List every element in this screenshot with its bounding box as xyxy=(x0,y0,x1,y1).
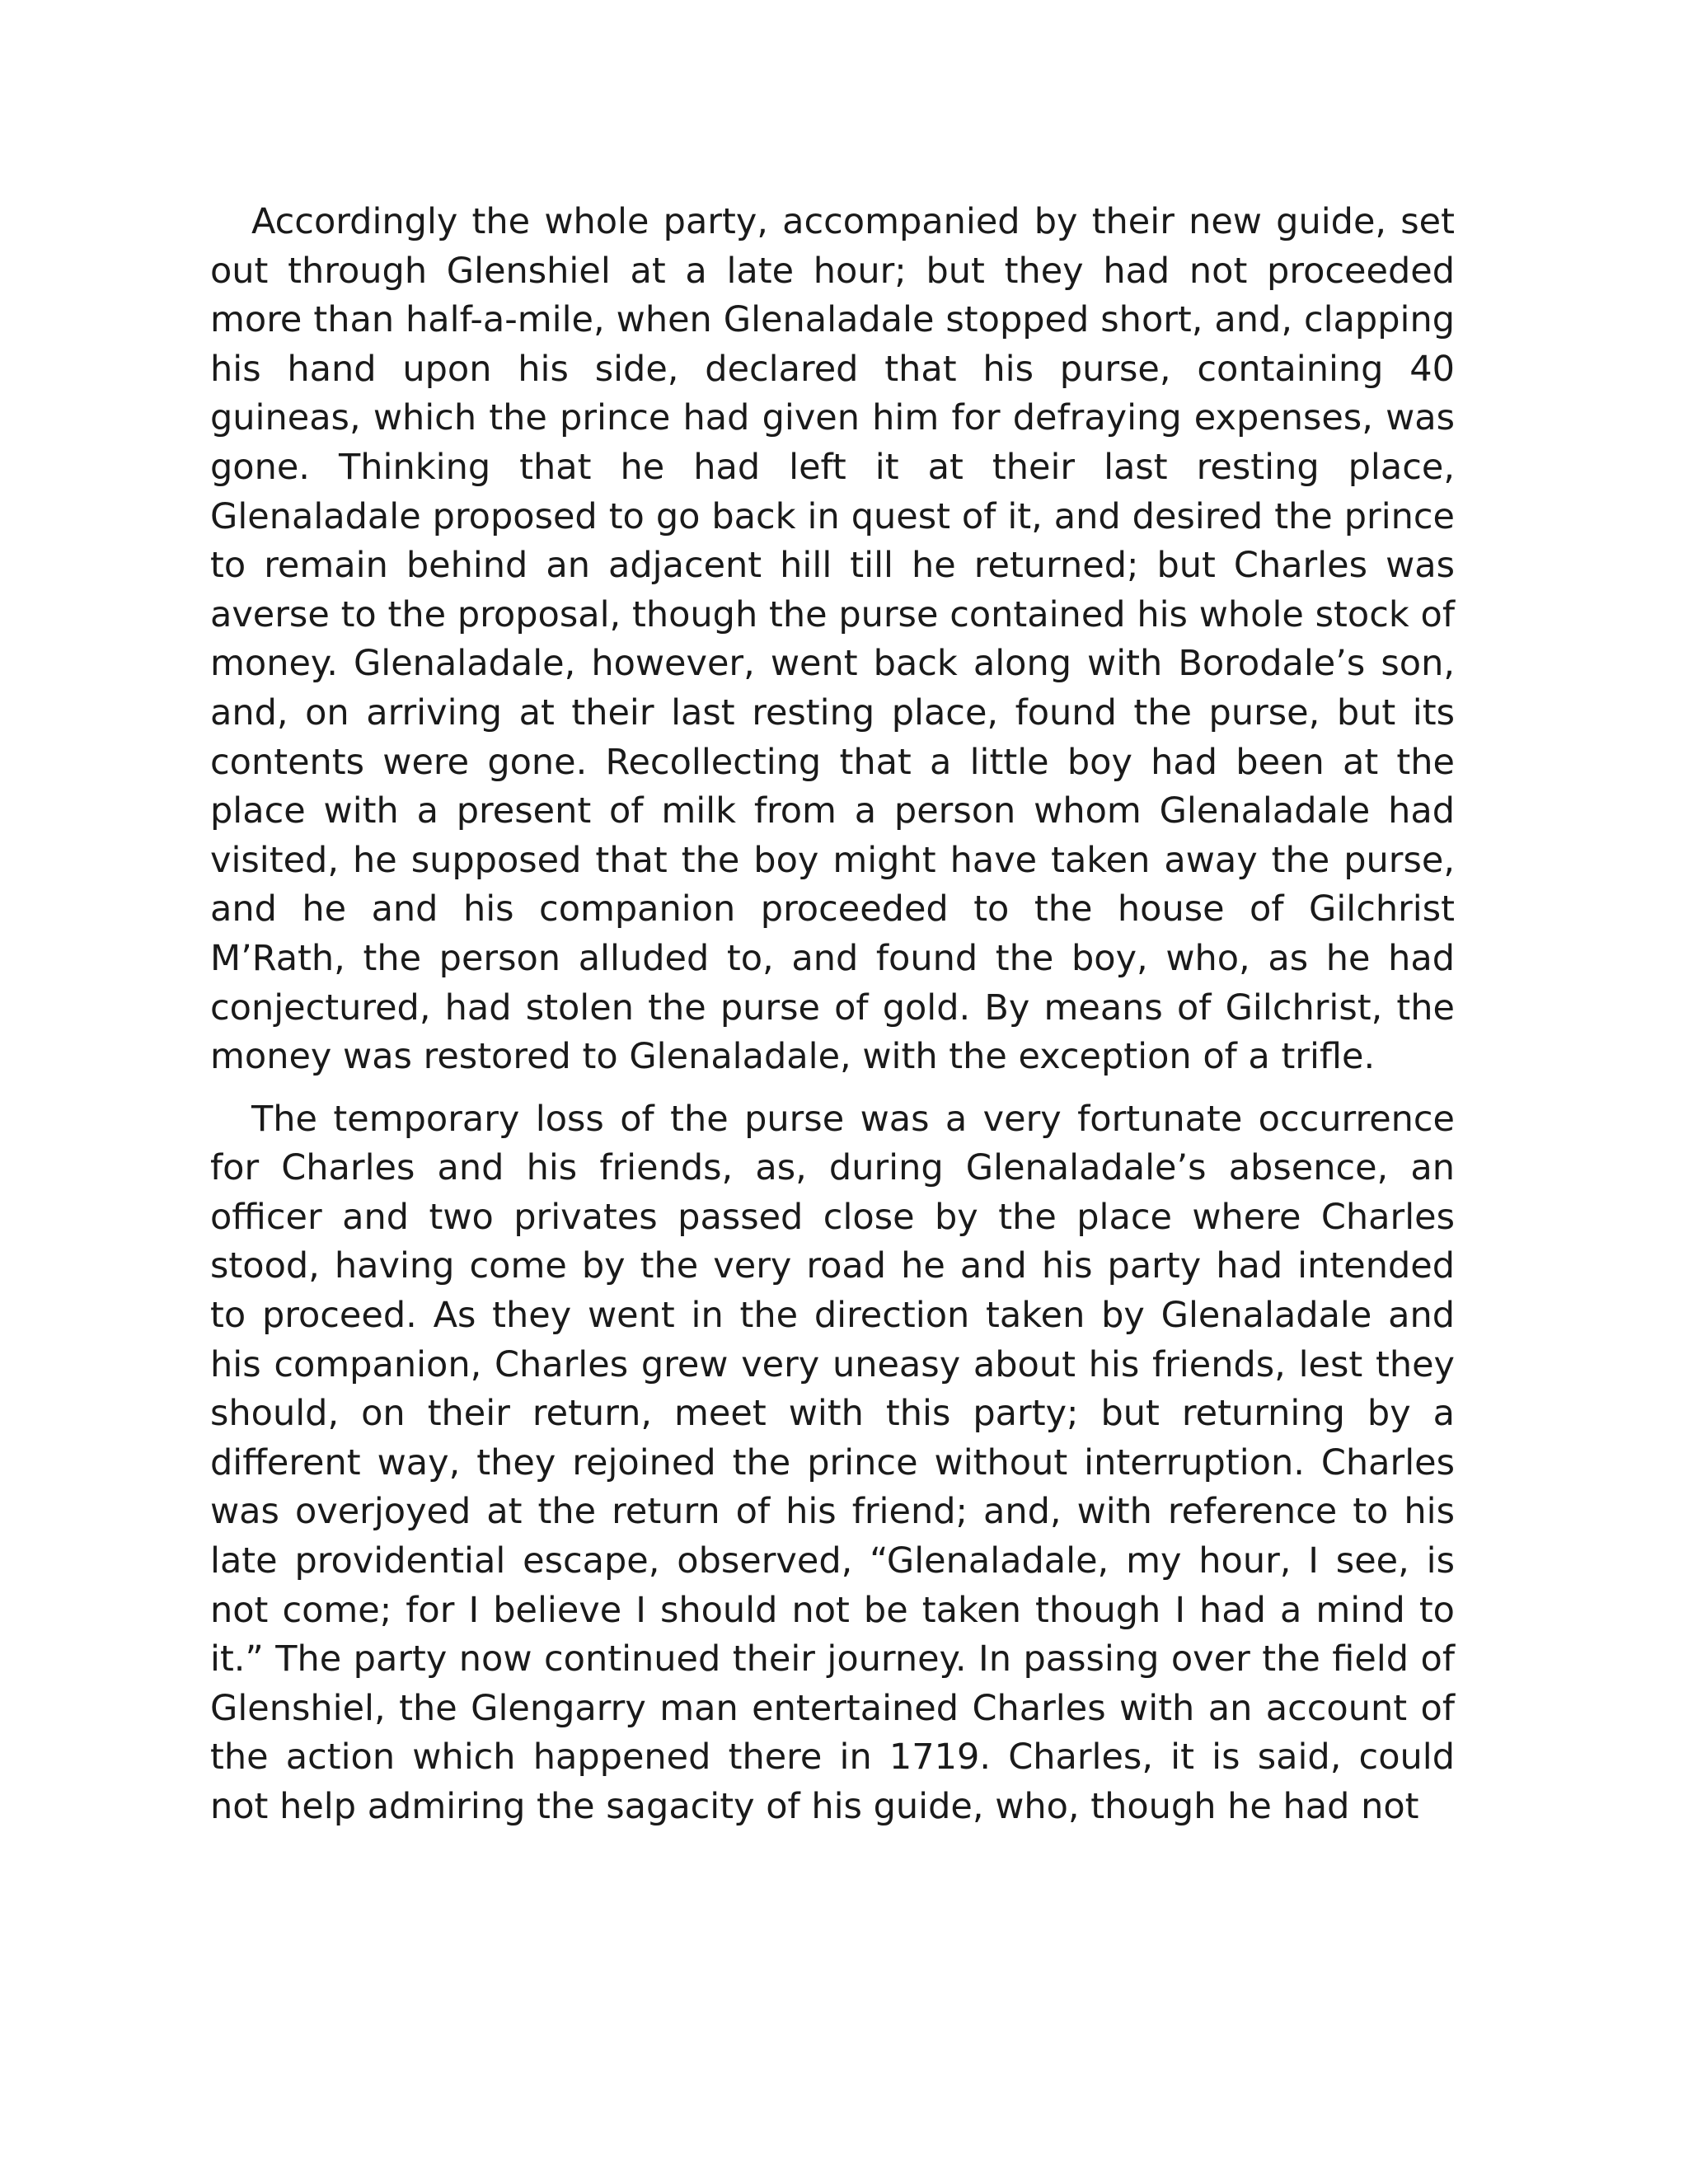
paragraph-2: The temporary loss of the purse was a very fortunate occurrence for Charles and his friends, as, during Glenaladale’s absence, an officer and two privates passed close by the place where Charles stood, having come by the very road he and his party had intended to proceed. As they went in the direction taken by Glenaladale and his companion, Charles grew very uneasy about his friends, lest they should, on their return, meet with this party; but returning by a different way, they rejoined the prince without interruption. Charles was overjoyed at the return of his friend; and, with reference to his late providential escape, observed, “Glenaladale, my hour, I see, is not come; for I believe I should not be taken though I had a mind to it.” The party now continued their journey. In passing over the field of Glenshiel, the Glengarry man entertained Charles with an account of the action which happened there in 1719. Charles, it is said, could not help admiring the sagacity of his guide, who, though he had not xyxy=(210,1098,1455,1827)
body-text xyxy=(210,198,1455,1845)
paragraph-1: Accordingly the whole party, accompanied by their new guide, set out through Glenshiel at a late hour; but they had not proceeded more than half-a-mile, when Glenaladale stopped short, and, clapping his hand upon his side, declared that his purse, containing 40 guineas, which the prince had given him for defraying expenses, was gone. Thinking that he had left it at their last resting place, Glenaladale proposed to go back in quest of it, and desired the prince to remain behind an adjacent hill till he returned; but Charles was averse to the proposal, though the purse contained his whole stock of money. Glenaladale, however, went back along with Borodale’s son, and, on arriving at their last resting place, found the purse, but its contents were gone. Recollecting that a little boy had been at the place with a present of milk from a person whom Glenaladale had visited, he supposed that the boy might have taken away the purse, and he and his companion proceeded to the house of Gilchrist M’Rath, the person alluded to, and found the boy, who, as he had conjectured, had stolen the purse of gold. By means of Gilchrist, the money was restored to Glenaladale, with the exception of a trifle. xyxy=(210,201,1455,1078)
